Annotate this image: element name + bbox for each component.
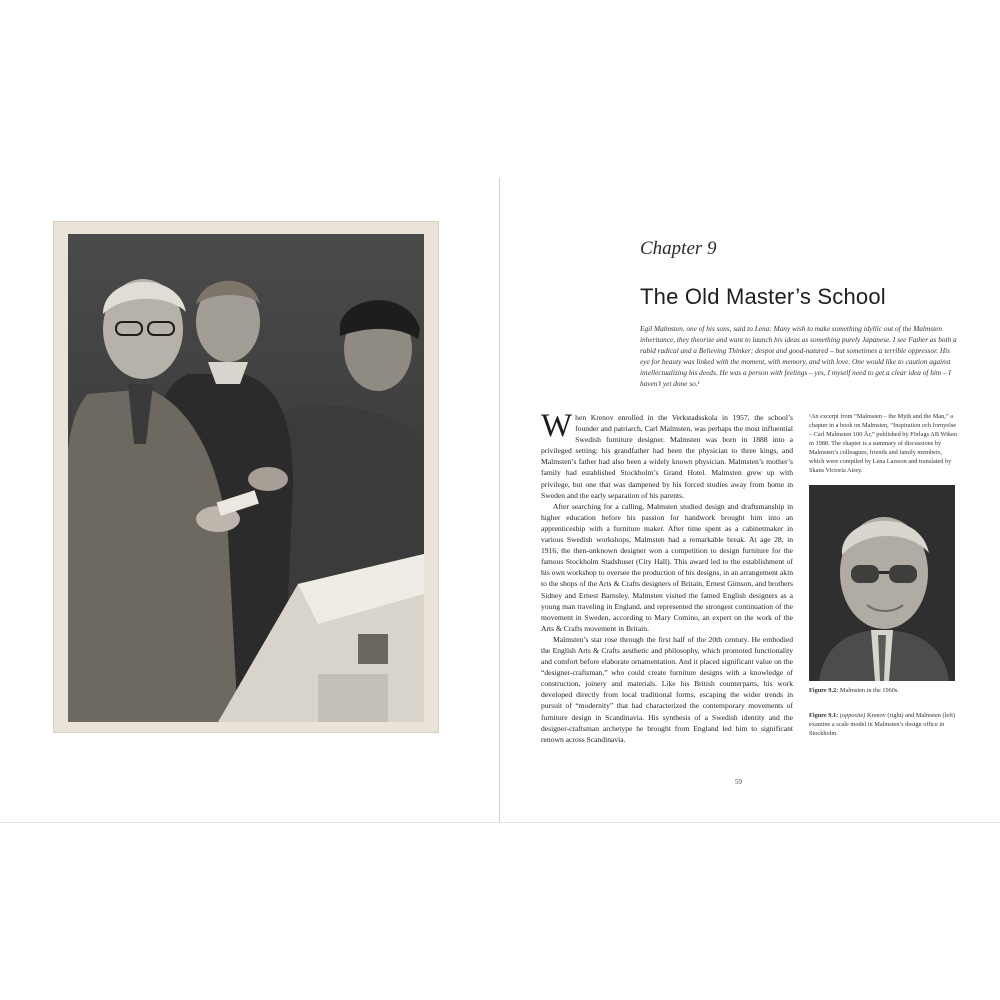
caption-label: Figure 9.2: (809, 687, 839, 694)
caption-label: Figure 9.1: (809, 712, 839, 719)
body-paragraph: After searching for a calling, Malmsten studied design and draftsmanship in higher education before his passion for handwork brought him into an apprenticeship with a furniture maker. After time spent as a cabinetmaker in various Swedish workshops, Malmsten had a remarkable break. At age 28, in 1916, the then-unknown designer won a competition to design furniture for the famous Stockholm Stadshuset (City Hall). This award led to the establishment of his own workshop to oversee the production of his designs, in an arrangement akin to the shops of the Arts & Crafts designers of Britain, Ernest Gimson, and brothers Sidney and Ernest Barnsley. Malmsten visited the famed English designers as a young man traveling in England, and represented the strongest continuation of the movement in Sweden, according to Mary Comino, an expert on the work of the Arts & Crafts movement in Britain. (541, 501, 793, 633)
paragraph-text: hen Krenov enrolled in the Verkstadsskola in 1957, the school’s founder and patriarch, Carl Malmsten, was perhaps the most influential Swedish furniture designer. Malmsten was born in 1888 into a privileged setting: his grandfather had been the physician to three kings, and Malmsten’s father had also been a widely known physician. Malmsten’s mother’s family had established Stockholm’s Grand Hotel. Malmsten grew up with privilege, but one that was dampened by his forced studies away from home in Sweden and the early separation of his parents. (541, 413, 793, 500)
figure-9-2-portrait (809, 485, 955, 681)
drop-cap: W (541, 408, 573, 444)
page-bottom-edge (0, 822, 1000, 823)
figure-9-1-photo (54, 222, 438, 732)
footnote-sidenote: ¹An excerpt from “Malmsten – the Myth and the Man,” a chapter in a book on Malmsten, “Inspiration och fornyelse – Carl Malmsten 100 År,” published by Förlags AB Wiken in 1988. The chapter is a summary of discussions by Malmsten’s colleagues, friends and family members, which were compiled by Lena Larsson and translated by Skans Victoria Airey. (809, 413, 958, 474)
caption-text: Malmsten in the 1960s. (838, 687, 899, 694)
gutter-divider (499, 178, 500, 823)
body-paragraph: Malmsten’s star rose through the first half of the 20th century. He embodied the English Arts & Crafts aesthetic and philosophy, which promoted functionality and comfort before elaborate ornamentation. And it placed significant value on the “designer-craftsman,” who could create furniture designs with a knowledge of construction, joinery and materials. Like his British counterparts, his work developed directly from local traditional forms, escaping the wider trends in pursuit of “modernity” that had characterized the contemporary movements of furniture design in Scandinavia. His synthesis of a Swedish identity and the designer-craftsman archetype he brought from England led him to significant renown across Scandinavia. (541, 634, 793, 744)
body-paragraph (541, 408, 793, 501)
epigraph-quote: Egil Malmsten, one of his sons, said to Lena: Many wish to make something idyllic out of the Malmsten inheritance, they theorize and want to launch his ideas as something purely Japanese. I see Father as both a rabid radical and a Believing Thinker; despot and good-natured – but sometimes a terrible oppressor. His eye for beauty was linked with the moment, with memory, and with love. One would like to caution against intellectualizing his deeds. He was a person with feelings – yes, I myself need to get a clear idea of him – I haven’t yet done so.¹ (640, 324, 957, 388)
krenov-malmsten-photograph (68, 234, 424, 722)
caption-ref: (opposite) (838, 712, 866, 719)
malmsten-portrait-photo (809, 485, 955, 681)
chapter-number: Chapter 9 (640, 238, 717, 259)
book-spread (0, 178, 1000, 823)
figure-9-1-caption (809, 712, 959, 738)
chapter-title: The Old Master’s School (640, 284, 886, 309)
caption-text: Krenov (right) and Malmsten (left) examine a scale model in Malmsten’s design office in Stockholm. (809, 712, 956, 737)
page-number: 59 (735, 778, 742, 786)
figure-9-2-caption (809, 687, 959, 696)
main-body-text (541, 408, 793, 745)
